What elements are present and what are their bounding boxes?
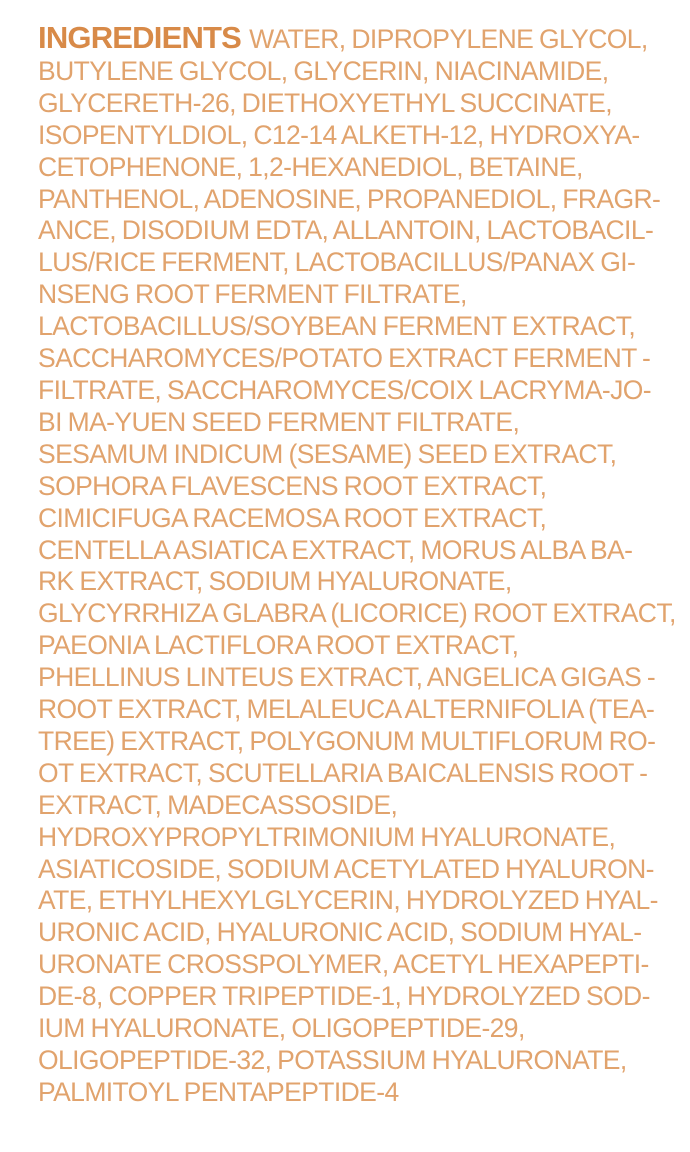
- ingredients-line: BUTYLENE GLYCOL, GLYCERIN, NIACINAMIDE,: [38, 55, 609, 86]
- ingredients-line: IUM HYALURONATE, OLIGOPEPTIDE-29,: [38, 1013, 525, 1044]
- ingredients-line: SESAMUM INDICUM (SESAME) SEED EXTRACT,: [38, 438, 617, 469]
- ingredients-line: TREE) EXTRACT, POLYGONUM MULTIFLORUM RO-: [38, 725, 656, 756]
- ingredients-line: RK EXTRACT, SODIUM HYALURONATE,: [38, 566, 512, 597]
- ingredients-line: OLIGOPEPTIDE-32, POTASSIUM HYALURONATE,: [38, 1045, 627, 1075]
- ingredients-line: GLYCYRRHIZA GLABRA (LICORICE) ROOT EXTRACT,: [38, 598, 676, 629]
- ingredients-line: FILTRATE, SACCHAROMYCES/COIX LACRYMA-JO-: [38, 374, 652, 405]
- ingredients-line: PALMITOYL PENTAPEPTIDE-4: [38, 1076, 399, 1107]
- ingredients-line: CIMICIFUGA RACEMOSA ROOT EXTRACT,: [38, 502, 547, 533]
- ingredients-line-text: WATER, DIPROPYLENE GLYCOL,: [249, 24, 648, 54]
- ingredients-line: ASIATICOSIDE, SODIUM ACETYLATED HYALURON-: [38, 853, 654, 884]
- ingredients-line: SOPHORA FLAVESCENS ROOT EXTRACT,: [38, 470, 547, 501]
- ingredients-line: URONATE CROSSPOLYMER, ACETYL HEXAPEPTI-: [38, 949, 649, 980]
- ingredients-line: DE-8, COPPER TRIPEPTIDE-1, HYDROLYZED SOD-: [38, 981, 650, 1012]
- ingredients-line: EXTRACT, MADECASSOSIDE,: [38, 789, 398, 820]
- ingredients-line: PAEONIA LACTIFLORA ROOT EXTRACT,: [38, 630, 519, 661]
- ingredients-line: NSENG ROOT FERMENT FILTRATE,: [38, 279, 467, 310]
- ingredients-line: OT EXTRACT, SCUTELLARIA BAICALENSIS ROOT -: [38, 757, 648, 788]
- ingredients-line: ROOT EXTRACT, MELALEUCA ALTERNIFOLIA (TEA-: [38, 694, 655, 725]
- ingredients-line: LACTOBACILLUS/SOYBEAN FERMENT EXTRACT,: [38, 311, 636, 342]
- ingredients-line: HYDROXYPROPYLTRIMONIUM HYALURONATE,: [38, 821, 616, 852]
- ingredients-line: URONIC ACID, HYALURONIC ACID, SODIUM HYAL-: [38, 917, 642, 948]
- ingredients-line: ANCE, DISODIUM EDTA, ALLANTOIN, LACTOBACIL-: [38, 215, 654, 246]
- ingredients-line: CETOPHENONE, 1,2-HEXANEDIOL, BETAINE,: [38, 151, 583, 182]
- ingredients-line: SACCHAROMYCES/POTATO EXTRACT FERMENT -: [38, 343, 651, 374]
- ingredients-line: PANTHENOL, ADENOSINE, PROPANEDIOL, FRAGR-: [38, 183, 661, 214]
- ingredients-line: CENTELLA ASIATICA EXTRACT, MORUS ALBA BA-: [38, 534, 633, 565]
- ingredients-list: [38, 20, 676, 1109]
- ingredients-line: PHELLINUS LINTEUS EXTRACT, ANGELICA GIGAS -: [38, 662, 656, 693]
- ingredients-line: [38, 22, 668, 56]
- ingredients-line: ATE, ETHYLHEXYLGLYCERIN, HYDROLYZED HYAL-: [38, 885, 658, 916]
- ingredients-line: GLYCERETH-26, DIETHOXYETHYL SUCCINATE,: [38, 87, 613, 118]
- ingredients-line: ISOPENTYLDIOL, C12-14 ALKETH-12, HYDROXYA-: [38, 119, 640, 150]
- ingredients-line: BI MA-YUEN SEED FERMENT FILTRATE,: [38, 406, 520, 437]
- ingredients-heading: INGREDIENTS: [38, 20, 242, 55]
- ingredients-line: LUS/RICE FERMENT, LACTOBACILLUS/PANAX GI-: [38, 247, 636, 278]
